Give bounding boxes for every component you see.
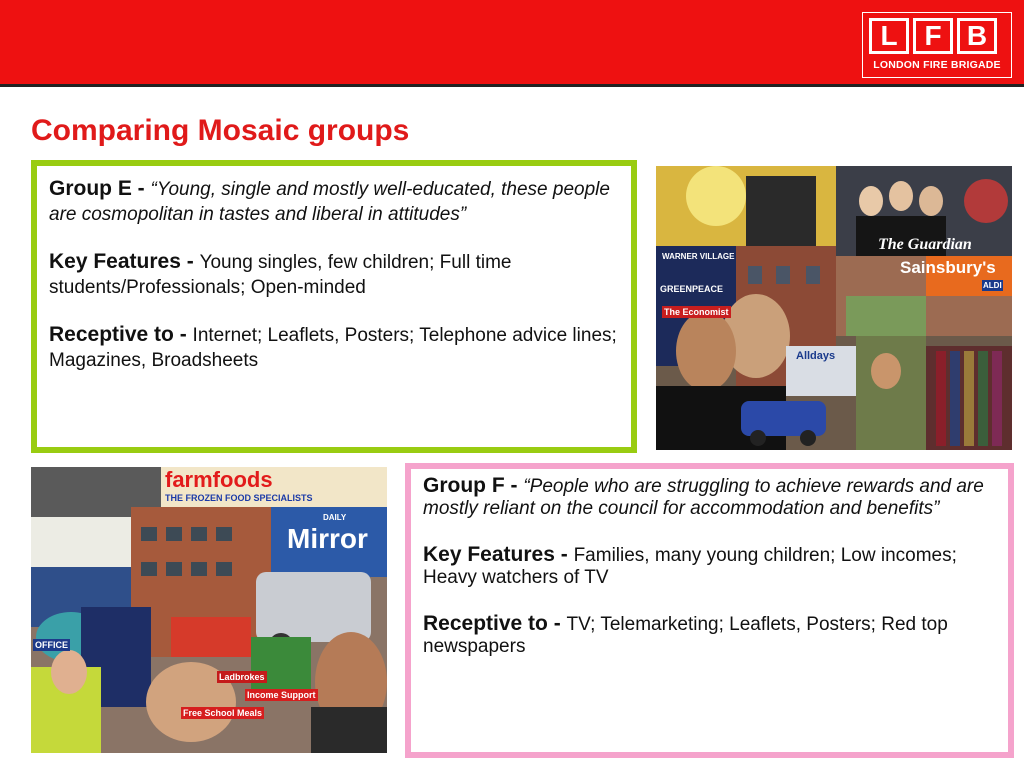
logo-letter-l: L [869, 18, 909, 54]
group-e-collage-image [656, 166, 1012, 450]
collage-e-label-alldays: Alldays [796, 350, 836, 362]
header-bar [0, 0, 1024, 87]
lfb-logo [862, 12, 1012, 78]
group-f-receptive-text: TV; Telemarketing; Leaflets, Posters; Red top newspapers [423, 614, 948, 657]
group-f-receptive [423, 613, 996, 658]
group-e-description [49, 176, 619, 227]
group-f-receptive-label: Receptive to - [423, 612, 567, 635]
group-e-key-features-text: Young singles, few children; Full time students/Professionals; Open-minded [49, 252, 512, 298]
collage-e-label-sainsburys: Sainsbury's [900, 258, 996, 277]
group-e-quote: “Young, single and mostly well-educated, these people are cosmopolitan in tastes and liberal in attitudes” [49, 179, 610, 225]
group-e-receptive-text: Internet; Leaflets, Posters; Telephone advice lines; Magazines, Broadsheets [49, 325, 617, 371]
group-f-key-features-text: Families, many young children; Low incomes; Heavy watchers of TV [423, 545, 957, 588]
group-e-receptive-label: Receptive to - [49, 323, 193, 346]
group-f-quote: “People who are struggling to achieve rewards and are mostly reliant on the council for accommodation and benefits” [423, 476, 984, 519]
group-f-heading: Group F - [423, 474, 524, 497]
page-title: Comparing Mosaic groups [31, 114, 410, 147]
collage-f-label-mirror: Mirror [287, 523, 368, 554]
group-e-receptive [49, 322, 619, 373]
group-e-heading: Group E - [49, 177, 151, 200]
collage-f-label-farmfoods: farmfoods [165, 467, 273, 492]
group-e-key-features [49, 249, 619, 300]
group-f-collage-image [31, 467, 387, 753]
collage-e-label-aldi: ALDI [983, 281, 1002, 290]
group-f-box [405, 463, 1014, 758]
collage-f-label-income-support: Income Support [247, 690, 316, 700]
group-e-box [31, 160, 637, 453]
logo-text: LONDON FIRE BRIGADE [873, 59, 1001, 71]
collage-f-label-free-school-meals: Free School Meals [183, 708, 263, 718]
group-e-key-features-label: Key Features - [49, 250, 200, 273]
collage-e-label-greenpeace: GREENPEACE [660, 284, 724, 294]
collage-e-label-economist: The Economist [664, 307, 729, 317]
group-f-description [423, 475, 996, 520]
logo-letter-b: B [957, 18, 997, 54]
collage-e-label-guardian: The Guardian [878, 236, 972, 253]
collage-f-label-ladbrokes: Ladbrokes [219, 672, 265, 682]
group-f-key-features [423, 544, 996, 589]
collage-f-label-frozen: THE FROZEN FOOD SPECIALISTS [165, 493, 313, 503]
logo-letter-f: F [913, 18, 953, 54]
group-f-key-features-label: Key Features - [423, 543, 574, 566]
collage-f-label-daily: DAILY [323, 513, 347, 522]
collage-f-label-office: OFFICE [35, 640, 68, 650]
collage-e-label-warner: WARNER VILLAGE [662, 252, 735, 261]
